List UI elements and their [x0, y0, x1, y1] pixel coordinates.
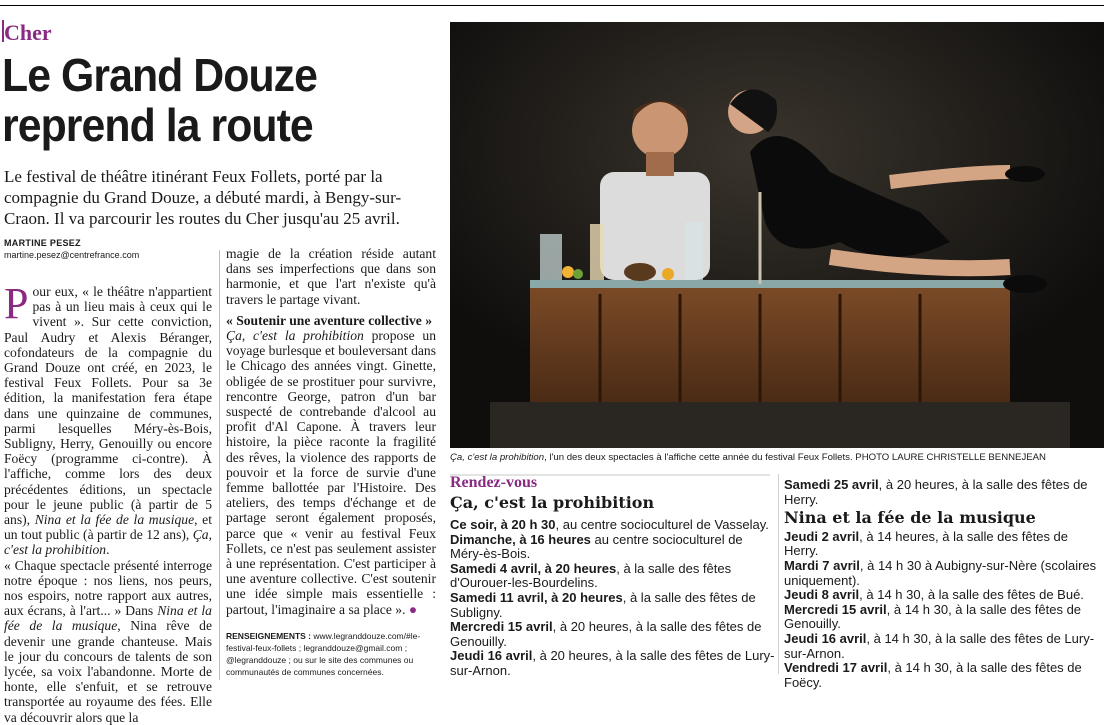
subhead: « Soutenir une aventure collective » [226, 312, 433, 328]
headline: Le Grand Douze reprend la route [2, 49, 318, 151]
column-divider [219, 250, 220, 680]
list-item: Samedi 25 avril, à 20 heures, à la salle des fêtes de Herry. [784, 477, 1088, 507]
prohibition-dates-list [450, 518, 775, 679]
dropcap: P [4, 279, 29, 328]
body-paragraph-4: Ça, c'est la prohibition propose un voyage burlesque et bouleversant dans le Chicago des années vingt. Ginette, obligée de se prostituer pour survivre, rencontre George, patron d'un bar suspecté de contrebande d'alcool au profit d'Al Capone. À travers leur histoire, la pièce raconte la fragilité des rêves, la violence des rapports de pouvoir et la force de survie d'une femme ballottée par l'Histoire. Des ateliers, des temps d'échange et de partage seront également proposés, parce que « venir au festival Feux Follets, ce n'est pas seulement assister à une représentation. C'est participer à une aventure collective. C'est soutenir une idée simple mais essentielle : partout, l'imaginaire a sa place ». ● [226, 328, 436, 617]
info-box: RENSEIGNEMENTS : www.legranddouze.com/#le-festival-feux-follets ; legranddouze@gmail.com ; @legranddouze ; ou sur le site des communes ou communautés de communes concernées. [226, 631, 421, 677]
body-column-1 [4, 279, 212, 725]
rendezvous-kicker: Rendez-vous [450, 474, 538, 491]
photo-caption: Ça, c'est la prohibition, l'un des deux spectacles à l'affiche cette année du festival Feux Follets. PHOTO LAURE CHRISTELLE BENNEJEAN [450, 452, 1046, 463]
article-photo [450, 22, 1104, 448]
body-paragraph-1: our eux, « le théâtre n'appartient pas à un lieu mais à ceux qui le vivent ». Sur cette conviction, Paul Audry et Alexis Béranger, cofondateurs de la compagnie du Grand Douze ont créé, en 2023, le festival Feux Follets. Pour sa 3e édition, la manifestation fera étape dans une quinzaine de communes, parmi lesquelles Méry-ès-Bois, Subligny, Herry, Genouilly ou encore Foëcy (programme ci-contre). À l'affiche, comme lors des deux précédentes éditions, un spectacle pour le jeune public (à partir de 5 ans), Nina et la fée de la musique, et un tout public (à partir de 12 ans), Ça, c'est la prohibition. [4, 284, 212, 558]
list-item: Mardi 7 avril, à 14 h 30 à Aubigny-sur-Nère (scolaires uniquement). [784, 557, 1097, 588]
author-email[interactable]: martine.pesez@centrefrance.com [4, 250, 140, 260]
stage-photo-illustration [450, 22, 1104, 448]
section-label: Cher [4, 20, 52, 45]
body-paragraph-2: « Chaque spectacle présenté interroge notre époque : nos liens, nos peurs, nos espoirs, notre rapport aux autres, aux écrans, à l'art... » Dans Nina et la fée de la musique, Nina rêve de devenir une grande chanteuse. Mais le jour du concours de talents de son lycée, sa voix l'abandonne. Morte de honte, elle s'enfuit, et se retrouve transportée au royaume des fées. Elle va découvrir alors que la [4, 557, 212, 725]
list-item: Ce soir, à 20 h 30, au centre socioculturel de Vasselay. [450, 517, 769, 532]
list-item: Vendredi 17 avril, à 14 h 30, à la salle des fêtes de Foëcy. [784, 660, 1082, 690]
list-item: Samedi 4 avril, à 20 heures, à la salle des fêtes d'Ourouer-les-Bourdelins. [450, 560, 732, 591]
rendezvous-column-2 [784, 478, 1104, 690]
lead-paragraph: Le festival de théâtre itinérant Feux Follets, porté par la compagnie du Grand Douze, a débuté mardi, à Bengy-sur-Craon. Il va parcourir les routes du Cher jusqu'au 25 avril. [4, 167, 402, 228]
list-item: Jeudi 2 avril, à 14 heures, à la salle des fêtes de Herry. [784, 528, 1069, 559]
body-column-2 [226, 246, 436, 617]
author-name: MARTINE PESEZ [4, 238, 81, 248]
list-item: Mercredi 15 avril, à 14 h 30, à la salle des fêtes de Genouilly. [784, 601, 1082, 632]
list-item: Dimanche, à 16 heures au centre socioculturel de Méry-ès-Bois. [450, 531, 743, 562]
body-paragraph-3: magie de la création réside autant dans ses imperfections que dans son harmonie, et que l'art n'existe qu'à travers le partage vivant. [226, 246, 436, 307]
list-item: Jeudi 16 avril, à 20 heures, à la salle des fêtes de Lury-sur-Arnon. [450, 648, 775, 678]
rendezvous-divider [778, 474, 779, 674]
info-text: www.legranddouze.com/#le-festival-feux-follets ; legranddouze@gmail.com ; @legranddouze ; ou sur le site des communes ou communautés de communes concernées. [226, 631, 421, 677]
list-item: Jeudi 8 avril, à 14 h 30, à la salle des fêtes de Bué. [784, 587, 1084, 603]
event-title-nina: Nina et la fée de la musique [784, 508, 1036, 528]
event-title-prohibition: Ça, c'est la prohibition [450, 493, 655, 512]
list-item: Jeudi 16 avril, à 14 h 30, à la salle des fêtes de Lury-sur-Arnon. [784, 630, 1095, 661]
top-rule [0, 5, 1104, 6]
list-item: Samedi 11 avril, à 20 heures, à la salle des fêtes de Subligny. [450, 589, 756, 620]
list-item: Mercredi 15 avril, à 20 heures, à la salle des fêtes de Genouilly. [450, 619, 762, 649]
end-dot: ● [408, 601, 418, 617]
